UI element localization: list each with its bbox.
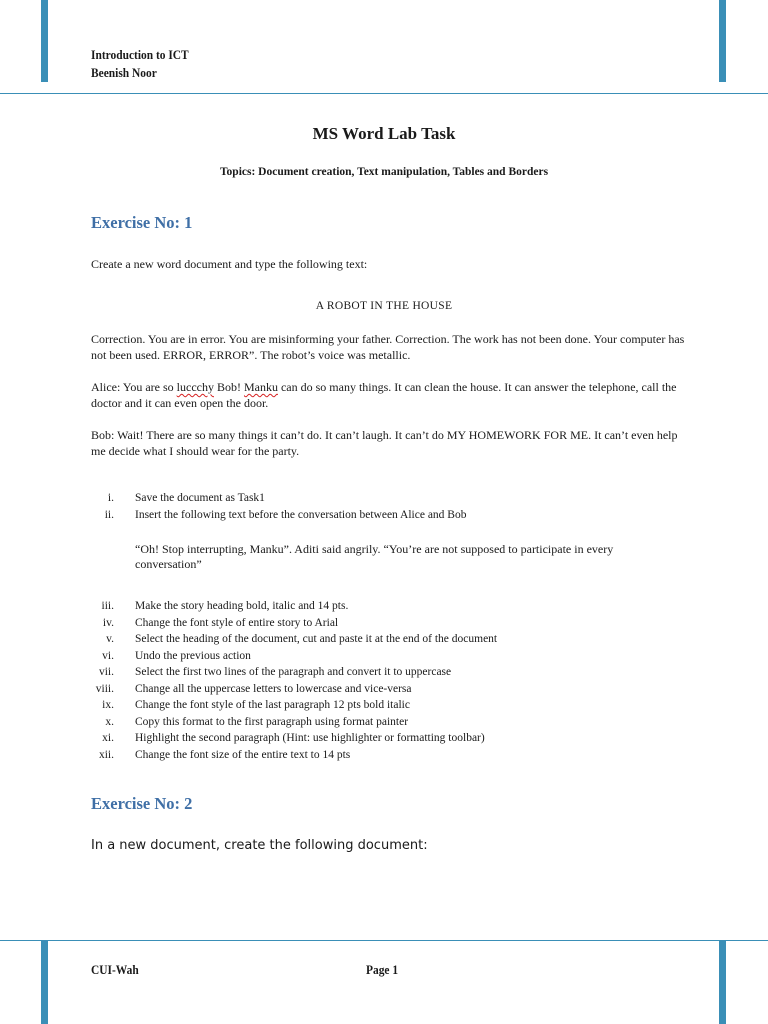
list-item: [80, 631, 700, 648]
exercise2-heading: Exercise No: 2: [91, 794, 193, 813]
list-item: [80, 615, 700, 632]
list-item: [80, 507, 700, 524]
list-item: [80, 697, 700, 714]
header-rule: [0, 93, 768, 94]
list-number: viii.: [95, 682, 114, 695]
header-left-bar: [41, 0, 48, 82]
list-text: Change all the uppercase letters to lowercase and vice-versa: [135, 682, 412, 695]
story-paragraph-1: Correction. You are in error. You are misinforming your father. Correction. The work has not been done. Your computer has not been used. ERROR, ERROR”. The robot’s voice was metallic.: [91, 332, 685, 362]
list-item: [80, 681, 700, 698]
list-item: [80, 648, 700, 665]
inserted-quote: “Oh! Stop interrupting, Manku”. Aditi said angrily. “You’re are not supposed to participate in every conversation”: [135, 542, 614, 571]
para2-text-c: can do so many things. It can clean the house. It can answer the telephone, call the doctor and it can even open the door.: [91, 380, 677, 410]
list-text: Change the font size of the entire text to 14 pts: [135, 748, 351, 761]
list-number: i.: [107, 492, 114, 504]
footer-left-bar: [41, 941, 48, 1024]
story-paragraph-2: [91, 379, 691, 411]
list-number: vii.: [98, 666, 114, 678]
list-item: [80, 730, 700, 747]
footer-right-bar: [719, 941, 726, 1024]
exercise1-intro: Create a new word document and type the following text:: [91, 257, 368, 271]
list-number: ii.: [104, 508, 114, 521]
list-number: xii.: [98, 748, 114, 761]
list-text: Insert the following text before the conversation between Alice and Bob: [135, 508, 467, 521]
list-number: xi.: [102, 732, 114, 744]
topics-line: Topics: Document creation, Text manipulation, Tables and Borders: [219, 166, 549, 178]
page-title: MS Word Lab Task: [312, 124, 456, 143]
list-item: [80, 747, 700, 764]
header-right-bar: [719, 0, 726, 82]
story-title: A ROBOT IN THE HOUSE: [315, 300, 453, 312]
footer-page-number: Page 1: [366, 962, 399, 977]
list-text: Copy this format to the first paragraph using format painter: [135, 715, 409, 728]
list-text: Change the font style of entire story to Arial: [135, 616, 339, 629]
exercise2-intro: In a new document, create the following document:: [91, 838, 428, 853]
story-paragraph-3: Bob: Wait! There are so many things it can’t do. It can’t laugh. It can’t do MY HOMEWORK FOR ME. It can’t even help me decide what I should wear for the party.: [91, 428, 678, 458]
list-item: [80, 598, 700, 615]
header-course: Introduction to ICT: [91, 47, 189, 62]
spelling-error-luccchy: luccchy: [176, 380, 214, 394]
list-number: iii.: [101, 600, 114, 612]
list-text: Make the story heading bold, italic and 14 pts.: [135, 600, 349, 612]
list-item: [80, 714, 700, 731]
list-text: Select the heading of the document, cut and paste it at the end of the document: [135, 633, 498, 645]
header-author: Beenish Noor: [91, 65, 157, 80]
list-text: Undo the previous action: [135, 649, 251, 662]
list-text: Save the document as Task1: [135, 492, 265, 504]
exercise1-heading: Exercise No: 1: [91, 213, 193, 232]
footer-institution: CUI-Wah: [91, 962, 139, 977]
list-text: Highlight the second paragraph (Hint: use highlighter or formatting toolbar): [135, 732, 485, 744]
list-number: v.: [106, 633, 114, 645]
para2-text-b: Bob!: [213, 380, 244, 394]
list-number: iv.: [102, 616, 114, 629]
list-text: Select the first two lines of the paragraph and convert it to uppercase: [135, 666, 452, 678]
list-number: ix.: [102, 699, 114, 711]
spelling-error-manku: Manku: [243, 380, 278, 394]
task-list: [80, 490, 700, 763]
footer-rule: [0, 940, 768, 941]
list-item: [80, 490, 700, 507]
list-number: vi.: [102, 649, 114, 662]
list-number: x.: [105, 715, 114, 728]
list-text: Change the font style of the last paragraph 12 pts bold italic: [135, 699, 410, 711]
para2-text-a: Alice: You are so: [91, 380, 177, 394]
list-item: [80, 664, 700, 681]
